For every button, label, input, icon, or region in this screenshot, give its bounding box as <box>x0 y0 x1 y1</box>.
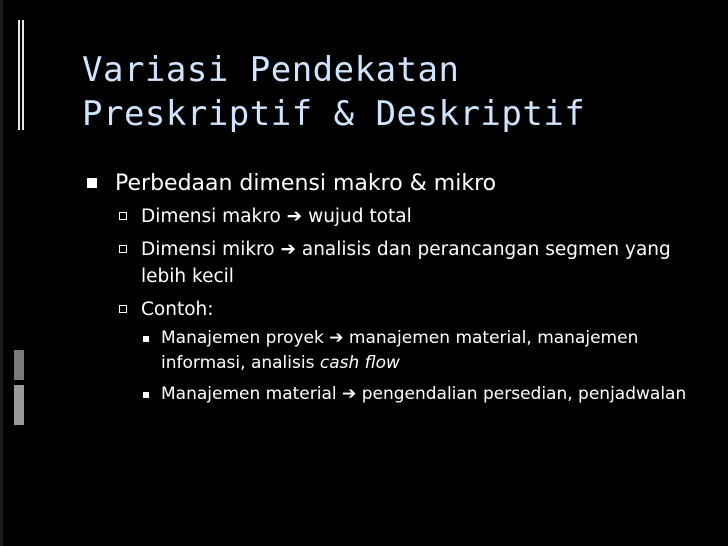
sub-bullet-text: Dimensi makro <box>141 206 281 227</box>
sub-sub-bullet-item <box>141 326 705 376</box>
sub-bullet-text: wujud total <box>308 206 412 227</box>
hollow-square-bullet-icon <box>119 212 127 220</box>
sub-bullet-list <box>115 203 705 407</box>
slide-content <box>85 168 705 413</box>
sub-sub-bullet-list <box>141 326 705 407</box>
hollow-square-bullet-icon <box>119 245 127 253</box>
small-square-bullet-icon <box>143 392 149 398</box>
sub-sub-bullet-italic: cash flow <box>319 353 400 373</box>
hollow-square-bullet-icon <box>119 305 127 313</box>
title-line-1: Variasi Pendekatan <box>82 50 460 90</box>
title-line-2: Preskriptif & Deskriptif <box>82 94 586 134</box>
decorative-stripes <box>18 20 26 130</box>
sub-sub-bullet-text: Manajemen proyek <box>161 328 324 348</box>
sub-bullet-text: analisis dan perancangan segmen yang lebih kecil <box>141 239 671 287</box>
small-square-bullet-icon <box>143 336 149 342</box>
sub-bullet-text: Contoh: <box>141 299 214 320</box>
sub-sub-bullet-text: manajemen material, manajemen informasi, analisis <box>161 328 639 373</box>
square-bullet-icon <box>87 178 97 188</box>
sub-bullet-item <box>115 296 705 407</box>
bullet-item <box>85 168 705 407</box>
arrow-right-icon: ➔ <box>329 328 344 348</box>
sub-sub-bullet-text: Manajemen material <box>161 384 337 404</box>
sub-bullet-item <box>115 236 705 290</box>
sub-sub-bullet-text: pengendalian persedian, penjadwalan <box>361 384 687 404</box>
bullet-text: Perbedaan dimensi makro & mikro <box>115 171 497 196</box>
sub-bullet-item <box>115 203 705 230</box>
sub-bullet-text: Dimensi mikro <box>141 239 275 260</box>
arrow-right-icon: ➔ <box>286 206 303 227</box>
bullet-list <box>85 168 705 407</box>
decorative-block-upper <box>14 350 24 380</box>
sub-sub-bullet-item <box>141 382 705 407</box>
arrow-right-icon: ➔ <box>342 384 357 404</box>
left-edge-bar <box>0 0 3 546</box>
decorative-block-lower <box>14 385 24 425</box>
arrow-right-icon: ➔ <box>280 239 296 260</box>
slide-title <box>82 48 682 136</box>
